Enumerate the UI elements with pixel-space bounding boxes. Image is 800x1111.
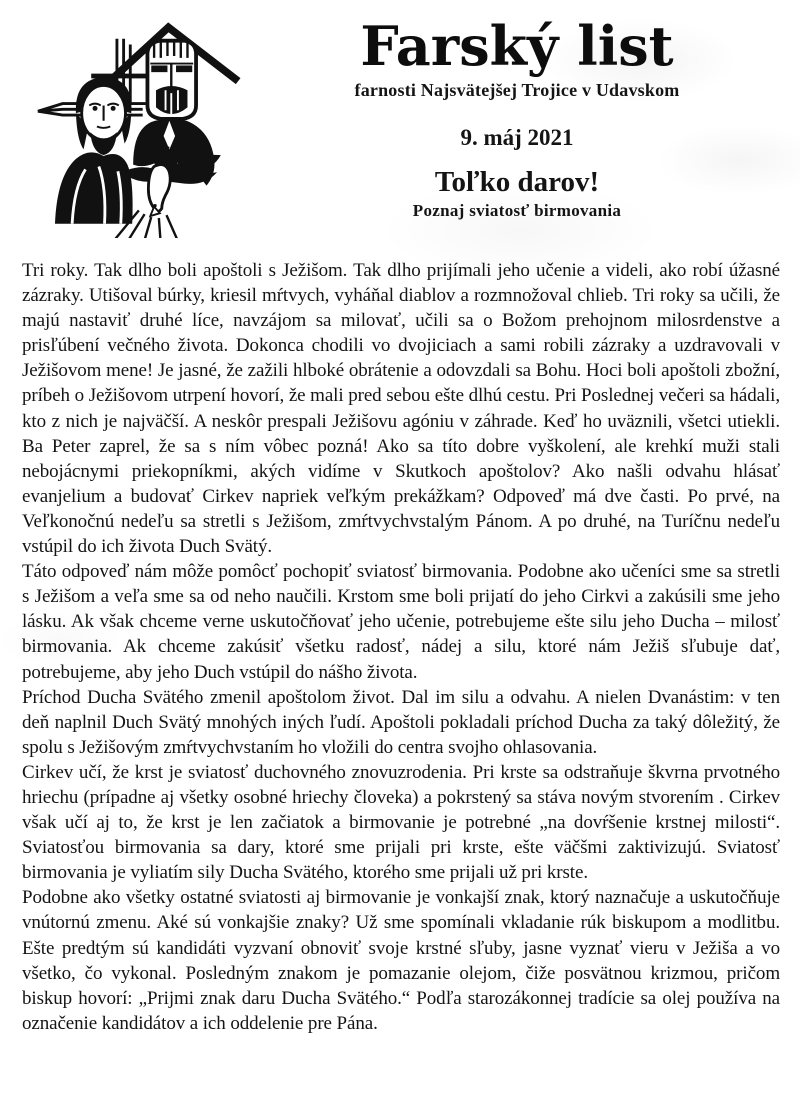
holy-trinity-woodcut-svg	[22, 14, 250, 238]
article-subtitle: Poznaj sviatosť birmovania	[412, 201, 622, 221]
article-title: Toľko darov!	[434, 165, 600, 198]
article-body	[22, 258, 780, 1036]
masthead	[22, 10, 780, 246]
paragraph-4: Cirkev učí, že krst je sviatosť duchovného znovuzrodenia. Pri krste sa odstraňuje škvrna prvotného hriechu (prípadne aj všetky osobné hriechy človeka) a pokrstený sa stáva novým stvorením . Cirkev však učí aj to, že krst je len začiatok a birmovanie je potrebné „na dovŕšenie krstnej milosti“. Sviatosťou birmovania sa dary, ktoré sme prijali pri krste, ešte väčšmi zaktivizujú. Sviatosť birmovania je vyliatím sily Ducha Svätého, ktorého sme prijali už pri krste.	[22, 761, 780, 884]
paragraph-2: Táto odpoveď nám môže pomôcť pochopiť sviatosť birmovania. Podobne ako učeníci sme sa stretli s Ježišom a veľa sme sa od neho naučili. Krstom sme boli prijatí do jeho Cirkvi a zakúsili sme jeho lásku. Ak však chceme verne uskutočňovať jeho učenie, potrebujeme ešte silu jeho Ducha – milosť birmovania. Ak chceme zakúsiť všetku radosť, nádej a silu, ktoré nám Ježiš sľubuje dať, potrebujeme, aby jeho Duch vstúpil do nášho života.	[22, 561, 780, 683]
issue-date: 9. máj 2021	[460, 124, 574, 150]
newsletter-subtitle: farnosti Najsvätejšej Trojice v Udavskom	[354, 79, 680, 100]
masthead-text	[254, 10, 780, 221]
paragraph-1: Tri roky. Tak dlho boli apoštoli s Ježišom. Tak dlho prijímali jeho učenie a videli, ako robí úžasné zázraky. Utišoval búrky, kriesil mŕtvych, vyháňal diablov a rozmnožoval chlieb. Tri roky sa učili, že majú nastaviť druhé líce, navzájom sa milovať, učili sa o Božom prehojnom milosrdenstve a prisľúbení večného života. Dokonca chodili vo dvojiciach a sami robili zázraky a uzdravovali v Ježišovom mene! Je jasné, že zažili hlboké obrátenie a odovzdali sa Bohu. Hoci boli apoštoli zbožní, príbeh o Ježišovom utrpení hovorí, že mali pred sebou ešte dlhú cestu. Pri Poslednej večeri sa hádali, kto z nich je najväčší. A neskôr prespali Ježišovu agóniu v záhrade. Keď ho uväznili, všetci utiekli. Ba Peter zaprel, že sa s ním vôbec pozná! Ako sa títo dobre vyškolení, ale krehkí muži stali nebojácnymi priekopníkmi, akých vidíme v Skutkoch apoštolov? Ako našli odvahu hlásať evanjelium a budovať Cirkev napriek veľkým prekážkam? Odpoveď má dve časti. Po prvé, na Veľkonočnú nedeľu sa stretli s Ježišom, zmŕtvychvstalým Pánom. A po druhé, na Turíčnu nedeľu vstúpil do ich života Duch Svätý.	[22, 260, 780, 558]
newsletter-title: Farský list	[360, 14, 674, 78]
holy-trinity-illustration	[22, 10, 254, 243]
paragraph-3: Príchod Ducha Svätého zmenil apoštolom život. Dal im silu a odvahu. A nielen Dvanástim: v ten deň naplnil Duch Svätý mnohých iných ľudí. Apoštoli pokladali príchod Ducha za taký dôležitý, že spolu s Ježišovým zmŕtvychvstaním ho vložili do centra svojho ohlasovania.	[22, 686, 780, 758]
paragraph-5: Podobne ako všetky ostatné sviatosti aj birmovanie je vonkajší znak, ktorý naznačuje a uskutočňuje vnútornú zmenu. Aké sú vonkajšie znaky? Už sme spomínali vkladanie rúk biskupom a modlitbu. Ešte predtým sú kandidáti vyzvaní obnoviť svoje krstné sľuby, jasne vyznať vieru v Ježiša a vo všetko, čo vykonal. Posledným znakom je pomazanie olejom, čiže posvätnou krizmou, pričom biskup hovorí: „Prijmi znak daru Ducha Svätého.“ Podľa starozákonnej tradície sa olej používa na označenie kandidátov a ich oddelenie pre Pána.	[22, 887, 780, 1034]
